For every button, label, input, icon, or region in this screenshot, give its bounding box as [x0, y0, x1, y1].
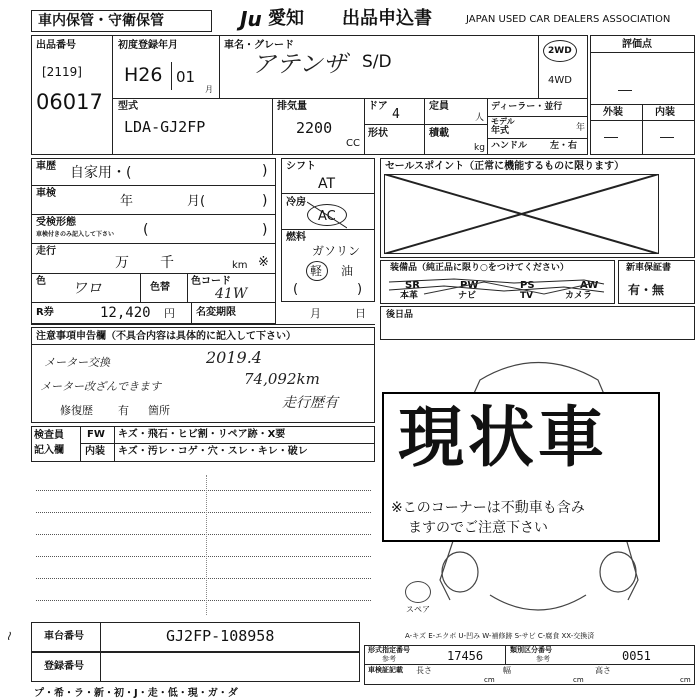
- ac-strike-mark: [307, 200, 347, 230]
- reception-note: 車検付きのみ記入して下さい: [36, 231, 115, 238]
- stamp-big-text: 現状車: [398, 399, 608, 476]
- deadline-day: 日: [355, 307, 366, 320]
- door-value: 4: [392, 107, 400, 122]
- spare-label: スペア: [406, 605, 430, 614]
- first-reg-label: 初度登録年月: [118, 40, 178, 51]
- car-grade: S/D: [362, 52, 392, 72]
- inspection-label: 車検: [36, 188, 56, 199]
- first-reg-month: 01: [176, 68, 196, 86]
- warranty-label: 新車保証書: [626, 263, 672, 273]
- history-label: 車歴: [36, 161, 56, 172]
- mileage-label: 走行: [36, 246, 56, 257]
- price-unit: 円: [164, 307, 175, 320]
- drive-2wd: 2WD: [548, 46, 572, 56]
- type-spec-label: 形式指定番号: [368, 646, 410, 654]
- dims-cm-1: cm: [484, 676, 495, 684]
- notes-line3: メーター改ざんできます: [40, 380, 161, 393]
- category-label: 類別区分番号: [510, 646, 552, 654]
- color-change-label: 色替: [150, 282, 170, 293]
- equip-aw: AW: [580, 280, 599, 291]
- color-code-value: 41W: [215, 286, 248, 302]
- inspection-year: 年: [120, 194, 134, 209]
- equip-leather: 本革: [400, 291, 419, 301]
- reception-close: ): [262, 222, 268, 238]
- history-value: 自家用・(: [70, 165, 132, 181]
- handle-label: ハンドル: [491, 141, 528, 151]
- drive-4wd: 4WD: [548, 75, 572, 86]
- price-label: R券: [36, 307, 54, 318]
- fuel-label: 燃料: [286, 232, 306, 243]
- stamp-note-1: ※このコーナーは不動車も含み: [391, 500, 585, 516]
- dims-height: 高さ: [595, 666, 611, 675]
- dims-label: 車検証記載: [368, 666, 403, 674]
- reg-number-label: 登録番号: [44, 661, 84, 672]
- ju-logo: Ju: [240, 7, 262, 31]
- deadline-label: 名変期限: [196, 307, 236, 318]
- dims-cm-2: cm: [573, 676, 584, 684]
- displacement-value: 2200: [296, 119, 333, 137]
- spare-tire-icon: [405, 581, 431, 603]
- capacity-label: 定員: [429, 101, 449, 112]
- stamp-note-2: ますのでご注意下さい: [408, 520, 548, 536]
- bottom-option-row: プ・希・ラ・新・初・J・走・低・現・ガ・ダ: [34, 688, 238, 699]
- ac-value: AC: [318, 209, 336, 224]
- category-value: 0051: [622, 649, 651, 663]
- inspector-fw-items: キズ・飛石・ヒビ割・リペア跡・X要: [118, 429, 286, 440]
- displacement-unit: CC: [346, 138, 360, 149]
- equipment-scribble: [384, 274, 609, 300]
- fuel-oil-b: 油: [341, 264, 354, 278]
- type-spec-value: 17456: [447, 649, 484, 663]
- fuel-close: ): [357, 282, 363, 297]
- shift-value: AT: [318, 176, 336, 192]
- type-spec-ref: 参考: [382, 655, 396, 663]
- storage-title: 車内保管・守衛保管: [38, 13, 164, 29]
- dims-width: 幅: [503, 666, 511, 675]
- chassis-value: GJ2FP-108958: [166, 627, 275, 645]
- notes-line3b: 走行歴有: [282, 395, 338, 411]
- notes-label: 注意事項申告欄（不具合内容は具体的に記入して下さい）: [36, 331, 296, 342]
- exterior-label: 外装: [603, 107, 623, 118]
- equip-navi: ナビ: [458, 291, 477, 301]
- shape-label: 形状: [368, 128, 388, 139]
- category-ref: 参考: [536, 655, 550, 663]
- handle-options: 左・右: [550, 141, 578, 151]
- notes-line1: メーター交換: [44, 356, 110, 369]
- chassis-label: 車台番号: [44, 631, 84, 642]
- displacement-label: 排気量: [277, 101, 307, 112]
- reception-open: (: [143, 222, 149, 238]
- sales-point-label: セールスポイント（正常に機能するものに限ります）: [385, 161, 625, 172]
- damage-legend: A-キズ E-エクボ U-凹み W-補修跡 S-サビ C-腐食 XX-交換済: [405, 632, 595, 640]
- rear-items-label: 後日品: [386, 310, 414, 320]
- association-name: JAPAN USED CAR DEALERS ASSOCIATION: [466, 14, 671, 25]
- dims-cm-3: cm: [680, 676, 691, 684]
- fuel-circle: [306, 261, 328, 281]
- color-label: 色: [36, 276, 46, 287]
- drive-2wd-circle: [543, 40, 577, 62]
- reception-label: 受検形態: [36, 217, 76, 228]
- rating-label: 評価点: [622, 39, 652, 50]
- lot-code: [2119]: [42, 65, 82, 79]
- dealer-year-unit: 年: [576, 123, 586, 133]
- mileage-mark: ※: [258, 255, 269, 270]
- deadline-month: 月: [310, 307, 321, 320]
- color-value: ワロ: [72, 279, 103, 297]
- dealer-year-label: 年式: [491, 126, 510, 136]
- load-unit: kg: [474, 143, 485, 153]
- dealer-label: ディーラー・並行: [491, 102, 563, 112]
- storage-box: [31, 10, 212, 32]
- dims-length: 長さ: [416, 666, 432, 675]
- inspector-label-1: 検査員: [34, 430, 64, 441]
- repair-label: 修復歴: [60, 404, 93, 417]
- notes-date: 2019.4: [206, 348, 262, 367]
- equipment-label: 装備品（純正品に限り○をつけてください）: [390, 263, 569, 273]
- door-label: ドア: [368, 101, 388, 112]
- mileage-man: 万: [115, 255, 129, 271]
- sales-point-cross: [384, 174, 659, 254]
- org-name: 愛知: [268, 8, 304, 29]
- shift-label: シフト: [286, 161, 316, 172]
- equip-ps: PS: [520, 280, 535, 291]
- inspector-interior-items: キズ・汚レ・コゲ・穴・スレ・キレ・破レ: [118, 446, 308, 457]
- inspection-month: 月(: [187, 194, 206, 209]
- mileage-unit: km: [232, 260, 248, 271]
- rear-items-box: [380, 306, 695, 340]
- car-name-value: アテンザ: [252, 50, 347, 78]
- repair-value: 有: [118, 404, 129, 417]
- fuel-oil-a: 軽: [310, 264, 323, 278]
- dealer-model-label: モデル: [491, 117, 515, 126]
- fuel-value: ガソリン: [312, 244, 361, 258]
- car-name-label: 車名・グレード: [224, 40, 294, 51]
- notes-km: 74,092km: [244, 370, 320, 388]
- mileage-sen: 千: [160, 255, 174, 271]
- equip-tv: TV: [520, 291, 534, 301]
- capacity-unit: 人: [475, 113, 485, 123]
- price-value: 12,420: [100, 305, 151, 321]
- ac-label: 冷房: [286, 197, 306, 208]
- load-label: 積載: [429, 128, 449, 139]
- inspector-fw: FW: [87, 429, 105, 440]
- equip-sr: SR: [405, 280, 420, 291]
- model-value: LDA-GJ2FP: [124, 118, 206, 136]
- margin-mark: ≀: [6, 629, 11, 644]
- lot-label: 出品番号: [36, 40, 76, 51]
- history-close: ): [262, 163, 268, 179]
- fuel-open: (: [293, 282, 299, 297]
- repair-suffix: 箇所: [148, 404, 170, 417]
- inspector-interior: 内装: [85, 446, 105, 457]
- inspection-close: ): [262, 193, 268, 209]
- equip-camera: カメラ: [565, 291, 593, 301]
- form-title: 出品申込書: [342, 8, 432, 29]
- lot-number: 06017: [36, 90, 103, 114]
- model-label: 型式: [118, 101, 138, 112]
- inspector-label-2: 記入欄: [34, 445, 64, 456]
- color-code-label: 色コード: [191, 276, 231, 287]
- first-reg-year: H26: [124, 64, 163, 86]
- first-reg-month-suffix: 月: [205, 85, 213, 94]
- warranty-options: 有・無: [628, 283, 665, 297]
- equip-pw: PW: [460, 280, 479, 291]
- interior-label: 内装: [655, 107, 675, 118]
